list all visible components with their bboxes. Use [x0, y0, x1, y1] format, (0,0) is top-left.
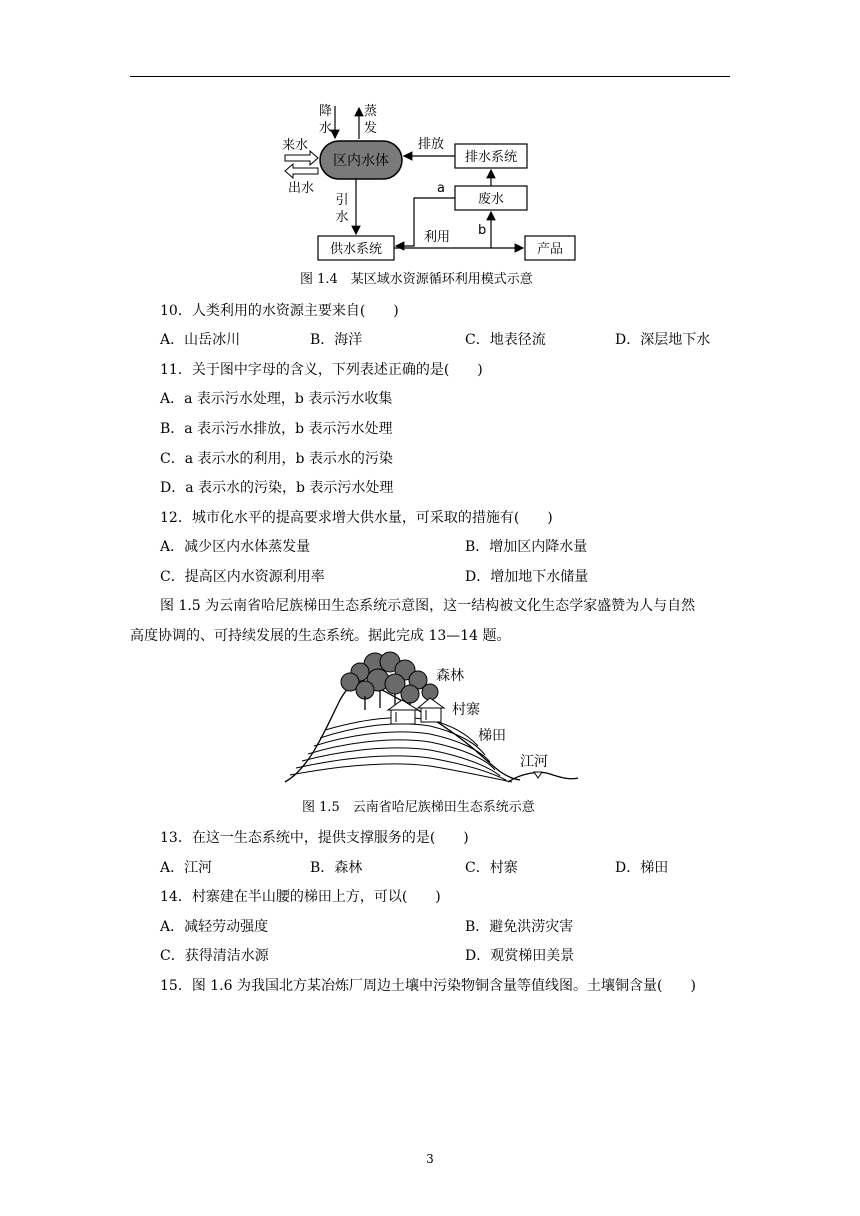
svg-text:来水: 来水	[282, 138, 309, 153]
label-forest: 森林	[436, 668, 464, 684]
label-village: 村寨	[452, 702, 480, 718]
svg-text:产品: 产品	[536, 242, 564, 257]
svg-text:废水: 废水	[477, 192, 505, 207]
svg-text:供水系统: 供水系统	[329, 242, 383, 257]
q10-option-a: A．山岳冰川	[160, 332, 241, 348]
svg-text:b: b	[478, 223, 487, 238]
svg-text:水: 水	[335, 210, 349, 225]
figure-1-4-caption: 图 1.4 某区域水资源循环利用模式示意	[300, 272, 533, 287]
svg-text:发: 发	[364, 121, 378, 136]
q13-option-c: C．村寨	[465, 860, 518, 876]
q13-stem: 13．在这一生态系统中，提供支撑服务的是( )	[160, 830, 469, 846]
page-number: 3	[426, 1152, 434, 1166]
q13-option-d: D．梯田	[615, 860, 669, 876]
svg-text:水: 水	[318, 121, 332, 136]
q10-stem: 10．人类利用的水资源主要来自( )	[160, 303, 399, 319]
q14-stem: 14．村寨建在半山腰的梯田上方，可以( )	[160, 889, 441, 905]
q12-option-b: B．增加区内降水量	[465, 539, 588, 555]
q10-option-d: D．深层地下水	[615, 332, 711, 348]
q11-option-d: D．a 表示水的污染，b 表示污水处理	[160, 480, 394, 496]
terrace-ecosystem-diagram	[280, 650, 580, 790]
q13-option-a: A．江河	[160, 860, 213, 876]
q14-option-d: D．观赏梯田美景	[465, 948, 575, 964]
q10-option-c: C．地表径流	[465, 332, 546, 348]
svg-text:a: a	[437, 181, 445, 196]
intro-line-1: 图 1.5 为云南省哈尼族梯田生态系统示意图，这一结构被文化生态学家盛赞为人与自然	[160, 598, 696, 614]
svg-text:排放: 排放	[418, 137, 445, 152]
q11-option-c: C．a 表示水的利用，b 表示水的污染	[160, 451, 393, 467]
q10-option-b: B．海洋	[310, 332, 363, 348]
q11-stem: 11．关于图中字母的含义，下列表述正确的是( )	[160, 362, 483, 378]
svg-text:降: 降	[318, 104, 332, 119]
svg-text:排水系统: 排水系统	[464, 150, 518, 165]
q12-option-d: D．增加地下水储量	[465, 569, 589, 585]
q12-option-c: C．提高区内水资源利用率	[160, 569, 325, 585]
figure-1-5-caption: 图 1.5 云南省哈尼族梯田生态系统示意	[302, 800, 535, 815]
label-terrace: 梯田	[478, 728, 506, 744]
q14-option-c: C．获得清洁水源	[160, 948, 269, 964]
svg-text:蒸: 蒸	[364, 104, 378, 119]
q14-option-b: B．避免洪涝灾害	[465, 919, 574, 935]
q11-option-a: A．a 表示污水处理，b 表示污水收集	[160, 391, 393, 407]
svg-text:出水: 出水	[288, 181, 315, 196]
intro-line-2: 高度协调的、可持续发展的生态系统。据此完成 13—14 题。	[130, 628, 511, 644]
q11-option-b: B．a 表示污水排放，b 表示污水处理	[160, 421, 393, 437]
label-river: 江河	[520, 754, 548, 770]
water-cycle-diagram	[280, 100, 590, 270]
q13-option-b: B．森林	[310, 860, 363, 876]
q12-stem: 12．城市化水平的提高要求增大供水量，可采取的措施有( )	[160, 510, 553, 526]
q14-option-a: A．减轻劳动强度	[160, 919, 269, 935]
q15-stem: 15．图 1.6 为我国北方某冶炼厂周边土壤中污染物铜含量等值线图。土壤铜含量( )	[160, 978, 696, 994]
q12-option-a: A．减少区内水体蒸发量	[160, 539, 311, 555]
region-water-label: 区内水体	[333, 153, 389, 169]
svg-text:引: 引	[335, 193, 349, 208]
header-rule	[130, 76, 730, 77]
svg-text:利用: 利用	[424, 230, 451, 245]
